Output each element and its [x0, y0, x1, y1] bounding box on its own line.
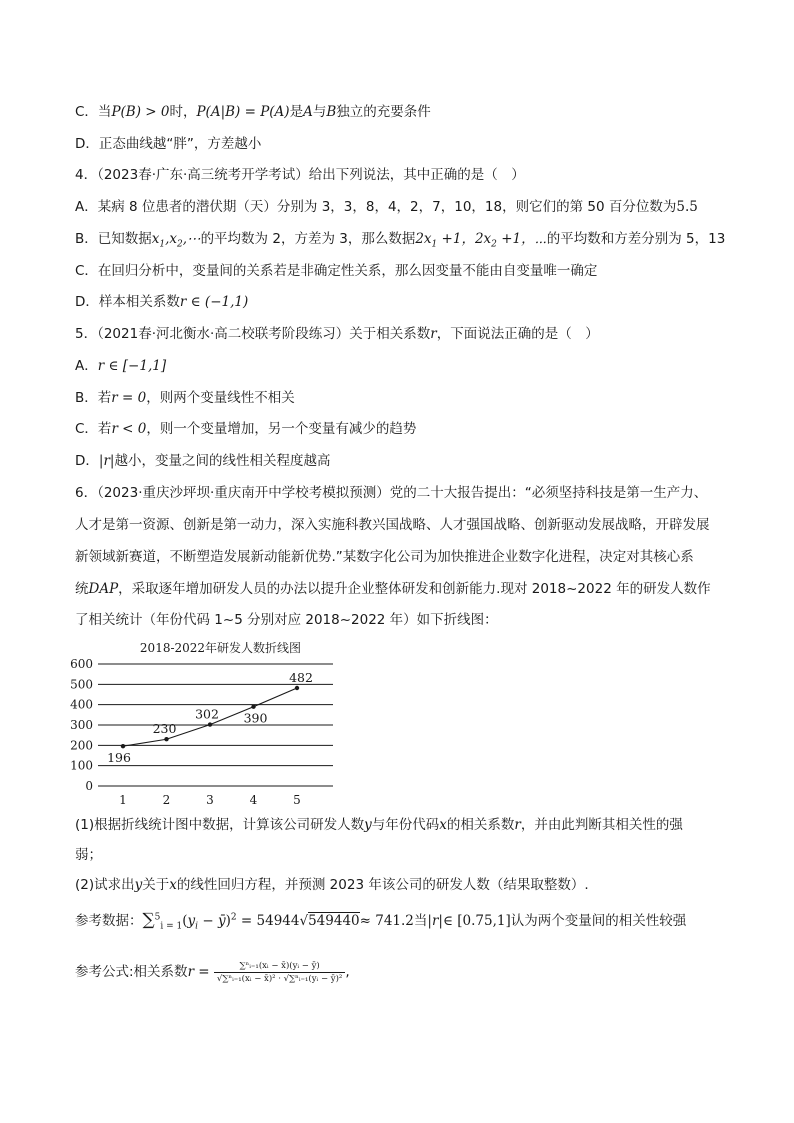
q5-stem-suffix: ，下面说法正确的是（ ）	[436, 326, 599, 342]
y-tick-300: 300	[70, 718, 93, 732]
q4-b-data-x: $x_1,x_2,\cdots$	[151, 231, 201, 250]
y-tick-400: 400	[70, 697, 93, 712]
ref-when: 当	[413, 913, 428, 929]
q6-line-2: 人才是第一资源、创新是第一动力，深入实施科教兴国战略、人才强国战略、创新驱动发展战略，开辟发展	[75, 517, 710, 533]
q5-stem	[75, 324, 599, 344]
formula-tail: ,	[345, 964, 350, 980]
q6-part-1-line-2: 弱；	[75, 847, 102, 863]
q3-c-condition: P(B) > 0	[111, 104, 170, 120]
q6-line-4-prefix: 统	[75, 581, 89, 597]
q5-stem-prefix: 5．（2021春·河北衡水·高二校联考阶段练习）关于相关系数	[75, 326, 431, 342]
ref-sum-value: = 54944	[240, 913, 300, 929]
x-tick-5: 5	[293, 793, 301, 807]
q3-c-text: 时，	[169, 104, 197, 120]
q3-c-prefix: C．当	[75, 104, 112, 120]
chart-title: 2018-2022年研发人数折线图	[139, 641, 302, 655]
q6-part-2	[75, 875, 589, 895]
q4-a-value: 5.5	[676, 199, 698, 215]
ref-range: ∈ [0.75,1]	[442, 913, 511, 929]
q6-p1-text2: 的相关系数	[446, 817, 515, 833]
y-tick-200: 200	[70, 738, 93, 753]
data-point-5	[295, 686, 299, 690]
correlation-fraction	[214, 960, 345, 985]
formula-r: r =	[187, 964, 210, 980]
q3-c-event-b: B	[326, 104, 337, 120]
q6-p1-y: y	[364, 817, 372, 833]
q5-option-d	[75, 451, 330, 471]
q3-c-equation: P(A|B) = P(A)	[196, 104, 290, 120]
q4-option-b	[75, 229, 725, 249]
q3-option-d: D．正态曲线越“胖”，方差越小	[75, 136, 262, 152]
q5-option-c	[75, 419, 416, 439]
q3-c-suffix: 独立的充要条件	[336, 104, 431, 120]
q3-c-text2: 是	[289, 104, 304, 120]
q6-p1-text: 与年份代码	[371, 817, 440, 833]
q5-d-suffix: 越小，变量之间的线性相关程度越高	[114, 453, 331, 469]
data-label-1: 196	[107, 750, 131, 766]
q5-a-prefix: A．	[75, 358, 98, 374]
ref-sqrt: √549440	[299, 913, 360, 929]
x-tick-2: 2	[162, 793, 171, 807]
rd-staff-line-chart	[70, 636, 348, 807]
q5-c-math: r < 0	[111, 421, 147, 437]
q6-line-3: 新领域新赛道，不断塑造发展新动能新优势.”某数字化公司为加快推进企业数字化进程，决定对其核心系	[75, 549, 694, 565]
q4-d-math: r ∈ (−1,1)	[179, 294, 249, 310]
q6-p1-suffix: ，并由此判断其相关性的强	[520, 817, 683, 833]
data-point-3	[208, 722, 212, 726]
q6-part-1	[75, 815, 683, 835]
y-tick-500: 500	[70, 677, 93, 692]
data-label-3: 302	[195, 706, 219, 722]
q5-d-prefix: D．	[75, 453, 99, 469]
q6-line-4-suffix: ，采取逐年增加研发人员的办法以提升企业整体研发和创新能力.现对 2018~2022 年的研发人数作	[118, 581, 711, 597]
q6-p1-prefix: (1)根据折线统计图中数据，计算该公司研发人数	[75, 817, 365, 833]
x-tick-1: 1	[119, 793, 127, 807]
q6-line-1: 6．（2023·重庆沙坪坝·重庆南开中学校考模拟预测）党的二十大报告提出：“必须坚持科技是第一生产力、	[75, 485, 708, 501]
q4-option-d	[75, 292, 248, 312]
q6-p2-suffix: 的线性回归方程，并预测 2023 年该公司的研发人数（结果取整数）.	[176, 877, 589, 893]
chart-x-ticks	[119, 793, 301, 807]
q6-p1-r: r	[514, 817, 521, 833]
q4-d-prefix: D．样本相关系数	[75, 294, 180, 310]
q4-b-prefix: B．已知数据	[75, 231, 152, 247]
chart-y-ticks	[70, 657, 93, 793]
q4-option-c: C．在回归分析中，变量间的关系若是非确定性关系，那么因变量不能由自变量唯一确定	[75, 263, 598, 279]
q6-line-5: 了相关统计（年份代码 1~5 分别对应 2018~2022 年）如下折线图：	[75, 612, 498, 628]
q4-b-data-2x: $2x_1 +1$，$2x_2 +1$，⋯	[415, 231, 547, 250]
q4-b-text: 的平均数为 2，方差为 3，那么数据	[200, 231, 416, 247]
ref-sqrt-value: 549440	[308, 913, 360, 929]
q6-p2-y: y	[134, 877, 143, 893]
data-point-1	[121, 744, 125, 748]
q5-c-suffix: ，则一个变量增加，另一个变量有减少的趋势	[146, 421, 417, 437]
data-label-4: 390	[243, 710, 268, 726]
x-tick-3: 3	[206, 793, 214, 807]
q6-p1-x: x	[439, 817, 447, 833]
q3-c-text3: 与	[312, 104, 327, 120]
reference-formula	[75, 952, 350, 992]
q3-option-c	[75, 102, 431, 122]
q5-d-math: |r|	[98, 453, 115, 469]
ref-sum-expression: $\sum^5_{i = 1}(y_i$ − ȳ)$^2$	[142, 910, 237, 932]
ref-approx: ≈ 741.2	[359, 913, 414, 929]
formula-label: 参考公式:相关系数	[75, 964, 188, 980]
formula-denominator: √∑ⁿᵢ₌₁(xᵢ − x̄)² · √∑ⁿᵢ₌₁(yᵢ − ȳ)²	[216, 973, 343, 984]
reference-data	[75, 910, 686, 931]
data-label-5: 482	[289, 669, 313, 685]
q3-c-event-a: A	[303, 104, 313, 120]
ref-label: 参考数据：	[75, 913, 143, 929]
q5-stem-r: r	[430, 326, 437, 342]
data-point-4	[251, 705, 255, 709]
y-tick-600: 600	[70, 657, 93, 671]
q5-b-prefix: B．若	[75, 390, 112, 406]
ref-abs-r: |r|	[427, 913, 443, 929]
q5-b-suffix: ，则两个变量线性不相关	[146, 390, 295, 406]
formula-numerator: ∑ⁿᵢ₌₁(xᵢ − x̄)(yᵢ − ȳ)	[214, 960, 345, 973]
q6-p2-x: x	[169, 877, 177, 893]
q6-line-4	[75, 579, 711, 599]
q5-b-math: r = 0	[111, 390, 147, 406]
q4-option-a	[75, 197, 698, 217]
y-tick-100: 100	[70, 758, 93, 773]
q5-option-b	[75, 388, 295, 408]
ref-tail: 认为两个变量间的相关性较强	[510, 913, 687, 929]
q5-a-math: r ∈ [−1,1]	[97, 358, 167, 374]
q6-dap: DAP	[88, 581, 119, 597]
q5-option-a	[75, 356, 166, 376]
q5-c-prefix: C．若	[75, 421, 112, 437]
q4-stem: 4．（2023春·广东·高三统考开学考试）给出下列说法，其中正确的是（ ）	[75, 167, 525, 183]
x-tick-4: 4	[249, 793, 258, 807]
q6-p2-prefix: (2)试求出	[75, 877, 135, 893]
y-tick-0: 0	[85, 779, 93, 793]
data-point-2	[164, 737, 168, 741]
q4-a-text: A．某病 8 位患者的潜伏期（天）分别为 3，3，8，4，2，7，10，18，则它们的第 50 百分位数为	[75, 199, 677, 215]
data-label-2: 230	[152, 721, 177, 737]
q6-p2-text: 关于	[142, 877, 170, 893]
q4-b-suffix: 的平均数和方差分别为 5，13	[546, 231, 726, 247]
